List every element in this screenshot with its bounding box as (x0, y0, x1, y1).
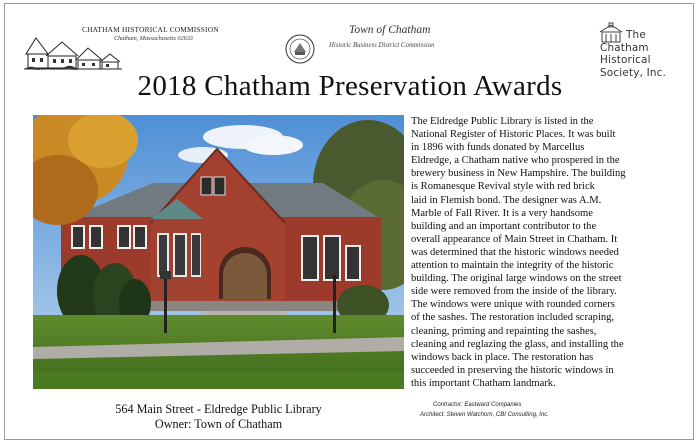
description-line: cleaning, priming and repainting the sashes, (411, 325, 597, 337)
society-line: Chatham (600, 41, 649, 54)
description-line: National Register of Historic Places. It was built (411, 129, 616, 141)
architect-credit: Architect: Steven Watchorn, CBI Consulting, Inc. (420, 412, 549, 418)
description-line: in 1896 with funds donated by Marcellus (411, 142, 585, 154)
commission-location: Chatham, Massachusetts 02633 (114, 35, 193, 42)
description-line: laid in Flemish bond. The designer was A.M. (411, 194, 602, 206)
description-line: building and an important contributor to the (411, 220, 597, 232)
description-line: was determined that the historic windows needed (411, 246, 619, 258)
description-line: overall appearance of Main Street in Chatham. It (411, 233, 618, 245)
description-line: succeeded in preserving the historic windows in (411, 364, 614, 376)
society-line: Society, Inc. (600, 66, 667, 79)
description-line: side were removed from the inside of the library. (411, 286, 617, 298)
contractor-credit: Contractor: Eastward Companies (433, 402, 522, 408)
description-line: windows back in place. The restoration has (411, 351, 594, 363)
town-title: Town of Chatham (349, 24, 431, 36)
description-line: cleaning and reglazing the glass, and installing the (411, 338, 624, 350)
award-description (411, 115, 683, 390)
society-line: Historical (600, 54, 651, 66)
library-photo (33, 115, 404, 389)
description-line: attention to maintain the integrity of the historic (411, 260, 614, 272)
description-line: The Eldredge Public Library is listed in the (411, 116, 594, 127)
description-line: is Romanesque Revival style with red brick (411, 181, 595, 193)
description-line: Eldredge, a Chatham native who prospered in the (411, 155, 620, 167)
description-line: The windows were unique with rounded corners (411, 299, 615, 311)
description-line: Marble of Fall River. It is a very handsome (411, 207, 593, 219)
page-title: 2018 Chatham Preservation Awards (137, 70, 563, 102)
description-line: brewery business in New Hampshire. The building (411, 168, 626, 180)
photo-caption-address: 564 Main Street - Eldredge Public Library (115, 402, 322, 416)
photo-caption-owner: Owner: Town of Chatham (154, 417, 283, 431)
description-line: of the sashes. The restoration included scraping, (411, 312, 615, 324)
town-subtitle: Historic Business District Commission (329, 42, 435, 49)
town-seal-icon (285, 34, 315, 64)
commission-name: CHATHAM HISTORICAL COMMISSION (82, 25, 219, 34)
description-line: building. The original large windows on the street (411, 273, 622, 285)
description-line: this important Chatham landmark. (411, 377, 556, 389)
society-line: The (626, 29, 646, 41)
